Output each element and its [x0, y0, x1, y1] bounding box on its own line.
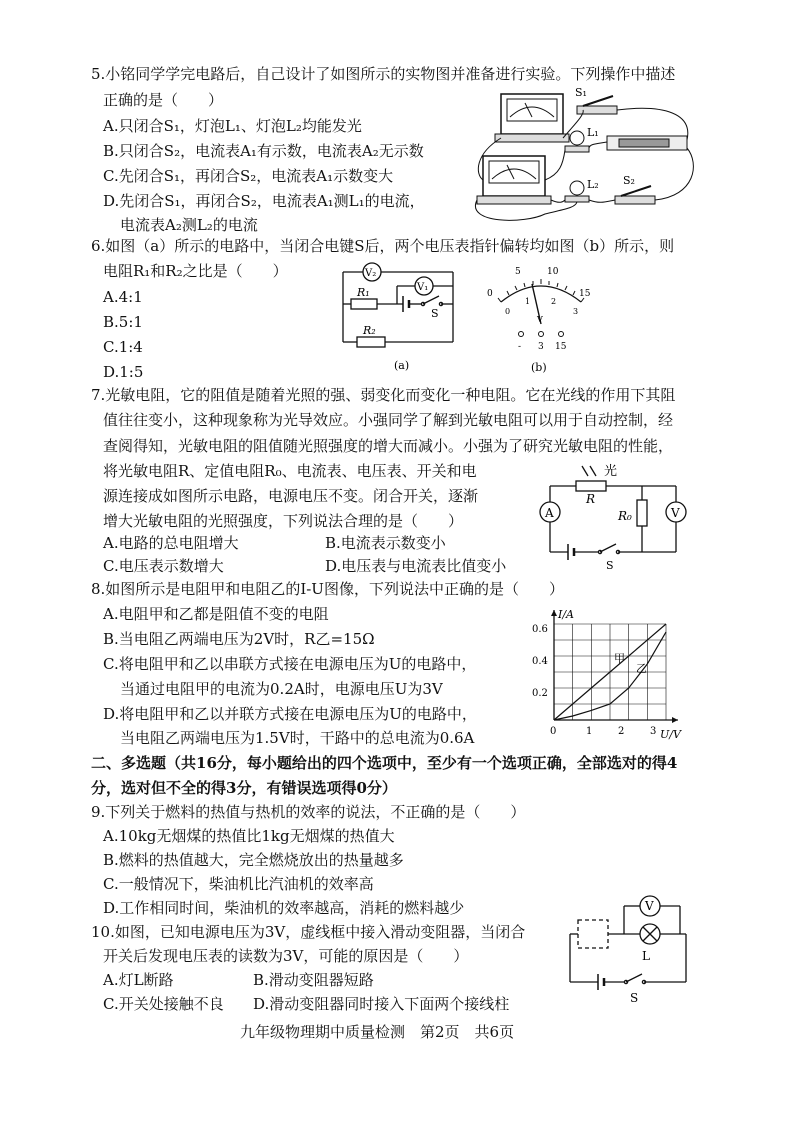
l-label: L [642, 949, 650, 963]
q7-option-c: C.电压表示数增大 [103, 557, 224, 575]
q8-stem: 8.如图所示是电阻甲和电阻乙的I-U图像，下列说法中正确的是（ ） [91, 580, 564, 598]
bulb-l1-icon [570, 131, 584, 145]
q8-option-b: B.当电阻乙两端电压为2V时，R乙=15Ω [103, 630, 375, 648]
q5-option-a: A.只闭合S₁，灯泡L₁、灯泡L₂均能发光 [103, 117, 362, 135]
q10-line1: 10.如图，已知电源电压为3V，虚线框中接入滑动变阻器，当闭合 [91, 923, 526, 941]
switch-icon [600, 544, 616, 552]
q9-option-b: B.燃料的热值越大，完全燃烧放出的热量越多 [103, 851, 404, 869]
dial-inner-1: 1 [525, 297, 531, 306]
resistor-r2-icon [357, 337, 385, 347]
q9-option-d: D.工作相同时间，柴油机的效率越高，消耗的燃料越少 [103, 899, 465, 917]
terminal-minus [519, 332, 524, 337]
light-label: 光 [604, 464, 618, 479]
x-axis-arrow-icon [672, 717, 678, 723]
q9-stem: 9.下列关于燃料的热值与热机的效率的说法，不正确的是（ ） [91, 803, 526, 821]
section2-heading-line1: 二、多选题（共16分，每小题给出的四个选项中，至少有一个选项正确，全部选对的得4 [91, 754, 678, 772]
q6-circuit-a-figure [335, 260, 465, 375]
dial-tick-10: 10 [547, 267, 559, 277]
terminal-3 [539, 332, 544, 337]
y-tick-0-4: 0.4 [532, 656, 548, 667]
dial-tick-15: 15 [579, 289, 591, 299]
r-label: R [586, 492, 596, 506]
q10-circuit-figure [562, 890, 702, 1008]
q8-option-c-line2: 当通过电阻甲的电流为0.2A时，电源电压U为3V [120, 680, 443, 698]
terminal-15 [559, 332, 564, 337]
q9-option-a: A.10kg无烟煤的热值比1kg无烟煤的热值大 [103, 827, 395, 845]
q7-option-b: B.电流表示数变小 [325, 534, 446, 552]
q7-line6: 增大光敏电阻的光照强度，下列说法合理的是（ ） [103, 512, 464, 530]
dial-inner-3: 3 [573, 307, 579, 316]
q5-option-b: B.只闭合S₂，电流表A₁有示数，电流表A₂无示数 [103, 142, 424, 160]
q6-stem-line2: 电阻R₁和R₂之比是（ ） [103, 262, 288, 280]
switch-s2-icon [615, 196, 655, 204]
terminal-label-15: 15 [555, 342, 567, 352]
q7-line3: 查阅得知，光敏电阻的阻值随光照强度的增大而减小。小强为了研究光敏电阻的性能， [103, 437, 674, 455]
dial-arc [501, 286, 581, 302]
q6-option-d: D.1:5 [103, 363, 144, 381]
x-tick-3: 3 [650, 726, 657, 737]
q5-physical-circuit-figure [465, 84, 710, 229]
resistor-r1-icon [351, 299, 377, 309]
y-tick-0-2: 0.2 [532, 688, 548, 699]
v2-label: V₂ [365, 268, 377, 279]
q8-option-d-line1: D.将电阻甲和乙以并联方式接在电源电压为U的电路中， [103, 705, 477, 723]
q10-option-d: D.滑动变阻器同时接入下面两个接线柱 [253, 995, 510, 1013]
q6-option-c: C.1:4 [103, 338, 143, 356]
q7-line5: 源连接成如图所示电路，电源电压不变。闭合开关，逐渐 [103, 487, 479, 505]
r2-label: R₂ [363, 324, 376, 337]
q5-option-d-line1: D.先闭合S₁，再闭合S₂，电流表A₁测L₁的电流， [103, 192, 425, 210]
q6-voltmeter-dial-figure [485, 262, 595, 377]
series-jia-label: 甲 [614, 652, 625, 665]
v-label: V [671, 506, 680, 520]
switch-s-icon [423, 296, 439, 304]
s1-label: S₁ [575, 86, 587, 99]
q5-stem-line2: 正确的是（ ） [103, 91, 224, 109]
s-label: S [630, 991, 639, 1005]
resistor-r0-icon [637, 500, 647, 526]
l1-label: L₁ [587, 126, 599, 139]
x-tick-0: 0 [550, 726, 557, 737]
dial-tick-5: 5 [515, 267, 521, 277]
dial-tick-0: 0 [487, 289, 493, 299]
dial-inner-0: 0 [505, 307, 511, 316]
x-tick-2: 2 [618, 726, 625, 737]
q7-line4: 将光敏电阻R、定值电阻R₀、电流表、电压表、开关和电 [103, 462, 477, 480]
q8-iu-chart [530, 604, 690, 746]
q7-line1: 7.光敏电阻，它的阻值是随着光照的强、弱变化而变化一种电阻。它在光线的作用下其阻 [91, 386, 676, 404]
q10-line2: 开关后发现电压表的读数为3V，可能的原因是（ ） [103, 947, 469, 965]
a-label: A [545, 506, 554, 520]
q6-option-b: B.5:1 [103, 313, 143, 331]
series-yi-label: 乙 [636, 662, 647, 675]
terminal-label-minus: - [518, 342, 522, 352]
dial-unit: V [537, 315, 543, 324]
q8-option-c-line1: C.将电阻甲和乙以串联方式接在电源电压为U的电路中， [103, 655, 477, 673]
q5-option-c: C.先闭合S₁，再闭合S₂，电流表A₁示数变大 [103, 167, 394, 185]
switch-s-icon [626, 974, 642, 982]
q10-option-b: B.滑动变阻器短路 [253, 971, 374, 989]
y-axis-arrow-icon [551, 610, 557, 616]
r1-label: R₁ [357, 286, 370, 299]
v-label: V [645, 899, 654, 913]
s2-label: S₂ [623, 174, 635, 187]
y-tick-0-6: 0.6 [532, 624, 548, 635]
s-label: S [431, 307, 439, 320]
terminal-label-3: 3 [538, 342, 544, 352]
q10-option-c: C.开关处接触不良 [103, 995, 224, 1013]
x-tick-1: 1 [586, 726, 593, 737]
figure-b-caption: (b) [531, 361, 547, 374]
page-footer: 九年级物理期中质量检测 第2页 共6页 [240, 1023, 515, 1041]
y-axis-label: I/A [558, 608, 574, 621]
l2-label: L₂ [587, 178, 599, 191]
q5-stem-line1: 5.小铭同学学完电路后，自己设计了如图所示的实物图并准备进行实验。下列操作中描述 [91, 65, 676, 83]
v1-label: V₁ [417, 282, 429, 293]
light-arrow-icon [582, 466, 588, 476]
q7-line2: 值往往变小，这种现象称为光导效应。小强同学了解到光敏电阻可以用于自动控制，经 [103, 411, 674, 429]
dial-inner-2: 2 [551, 297, 557, 306]
photoresistor-r-icon [576, 481, 606, 491]
q7-option-a: A.电路的总电阻增大 [103, 534, 239, 552]
x-axis-label: U/V [660, 728, 681, 741]
section2-heading-line2: 分，选对但不全的得3分，有错误选项得0分） [91, 779, 397, 797]
q7-option-d: D.电压表与电流表比值变小 [325, 557, 507, 575]
bulb-l2-icon [570, 181, 584, 195]
q8-option-d-line2: 当电阻乙两端电压为1.5V时，干路中的总电流为0.6A [120, 729, 475, 747]
q6-option-a: A.4:1 [103, 288, 143, 306]
q5-option-d-line2: 电流表A₂测L₂的电流 [120, 216, 258, 234]
q6-stem-line1: 6.如图（a）所示的电路中，当闭合电键S后，两个电压表指针偏转均如图（b）所示，则 [91, 237, 675, 255]
r0-label: R₀ [618, 509, 632, 523]
q8-option-a: A.电阻甲和乙都是阻值不变的电阻 [103, 605, 329, 623]
s-label: S [606, 559, 614, 572]
q10-option-a: A.灯L断路 [103, 971, 174, 989]
rheostat-dashed-box [578, 920, 608, 948]
q7-circuit-figure [532, 462, 692, 572]
figure-a-caption: (a) [394, 359, 410, 372]
q9-option-c: C.一般情况下，柴油机比汽油机的效率高 [103, 875, 374, 893]
